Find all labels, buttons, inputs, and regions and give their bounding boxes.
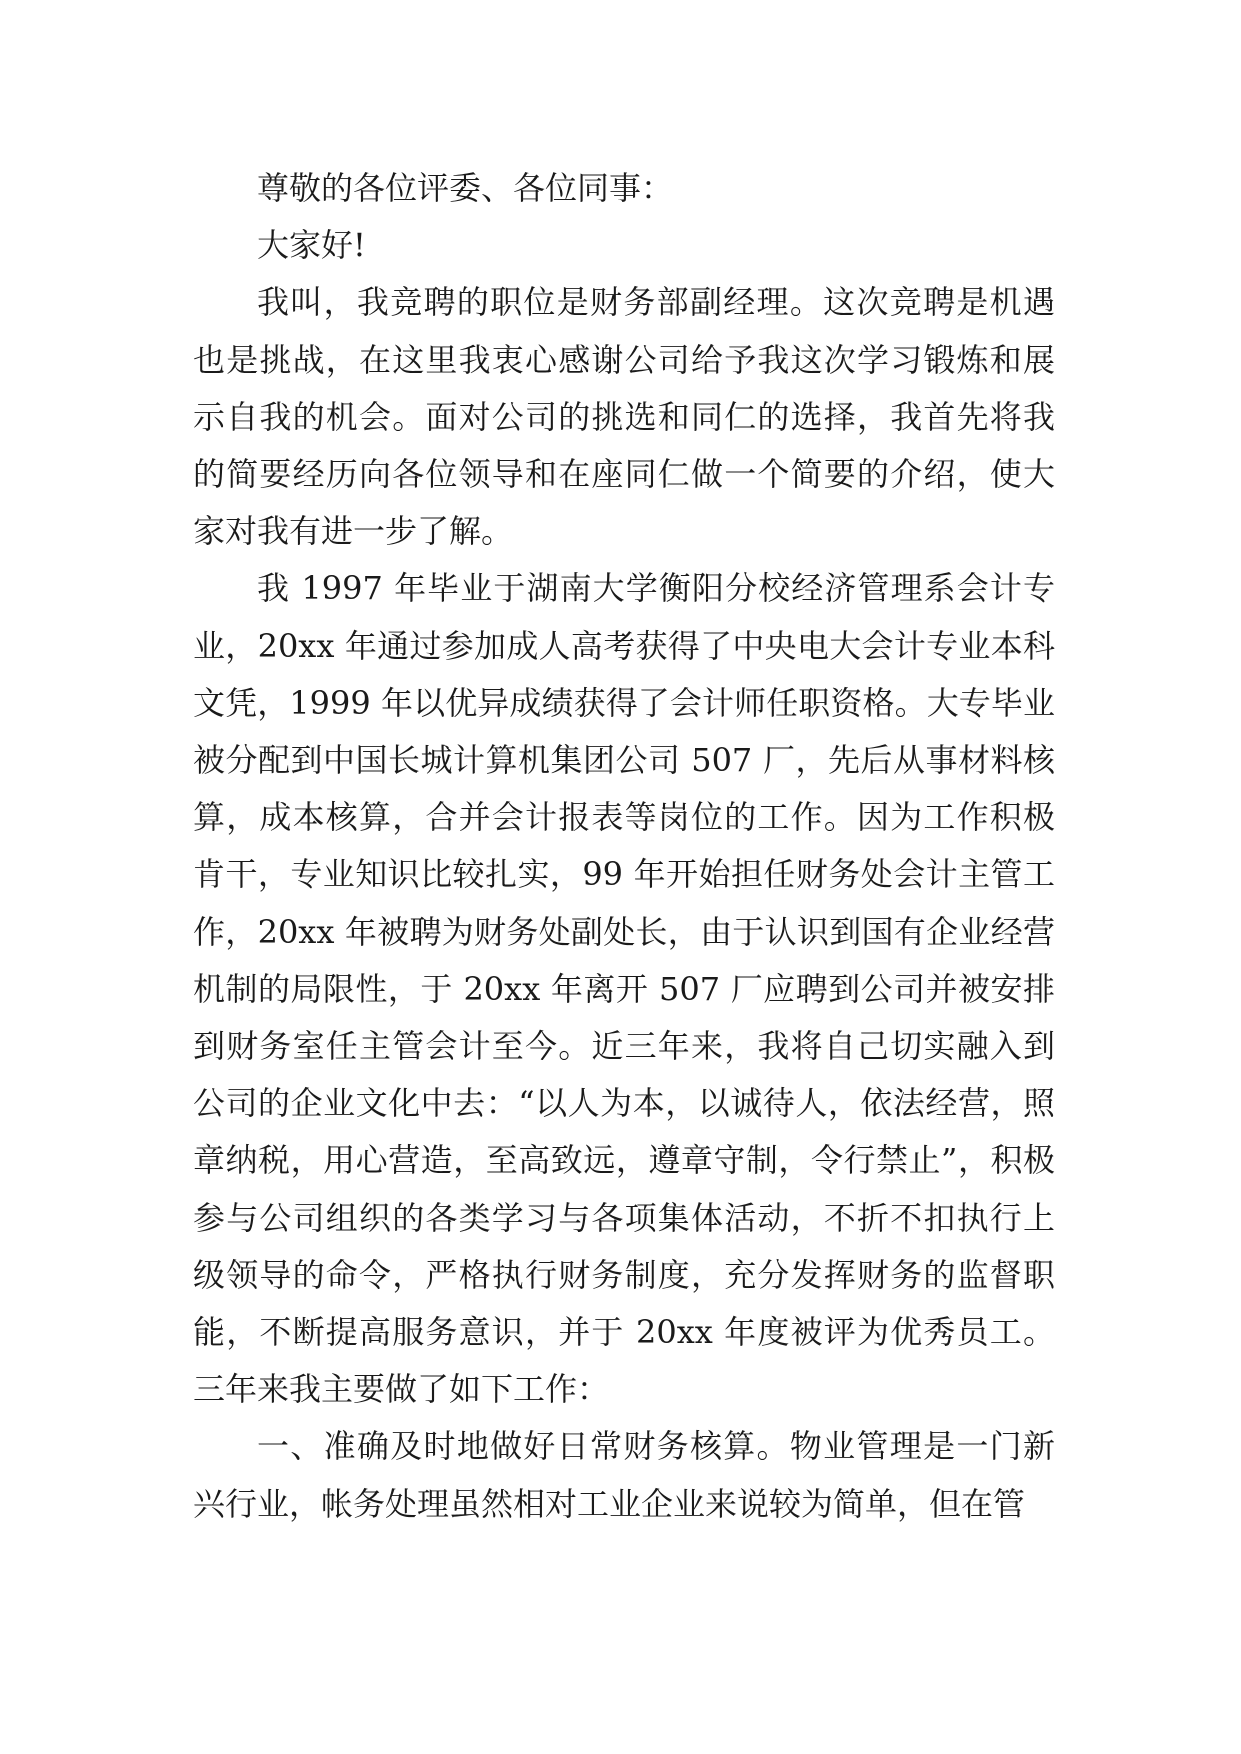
document-body [193,160,1055,1533]
paragraph-introduction: 我叫，我竞聘的职位是财务部副经理。这次竞聘是机遇也是挑战，在这里我衷心感谢公司给予我这次学习锻炼和展示自我的机会。面对公司的挑选和同仁的选择，我首先将我的简要经历向各位领导和在座同仁做一个简要的介绍，使大家对我有进一步了解。 [193,283,1055,551]
greeting: 大家好! [257,226,366,265]
paragraph-work-item-1: 一、准确及时地做好日常财务核算。物业管理是一门新兴行业，帐务处理虽然相对工业企业来说较为简单，但在管 [193,1427,1055,1523]
paragraph-experience: 我 1997 年毕业于湖南大学衡阳分校经济管理系会计专业，20xx 年通过参加成人高考获得了中央电大会计专业本科文凭，1999 年以优异成绩获得了会计师任职资格。大专毕业被分配到中国长城计算机集团公司 507 厂，先后从事材料核算，成本核算，合并会计报表等岗位的工作。因为工作积极肯干，专业知识比较扎实，99 年开始担任财务处会计主管工作，20xx 年被聘为财务处副处长，由于认识到国有企业经营机制的局限性，于 20xx 年离开 507 厂应聘到公司并被安排到财务室任主管会计至今。近三年来，我将自己切实融入到公司的企业文化中去：“以人为本，以诚待人，依法经营，照章纳税，用心营造，至高致远，遵章守制，令行禁止”，积极参与公司组织的各类学习与各项集体活动，不折不扣执行上级领导的命令，严格执行财务制度，充分发挥财务的监督职能，不断提高服务意识，并于 20xx 年度被评为优秀员工。三年来我主要做了如下工作： [193,569,1055,1409]
salutation: 尊敬的各位评委、各位同事： [257,169,674,207]
